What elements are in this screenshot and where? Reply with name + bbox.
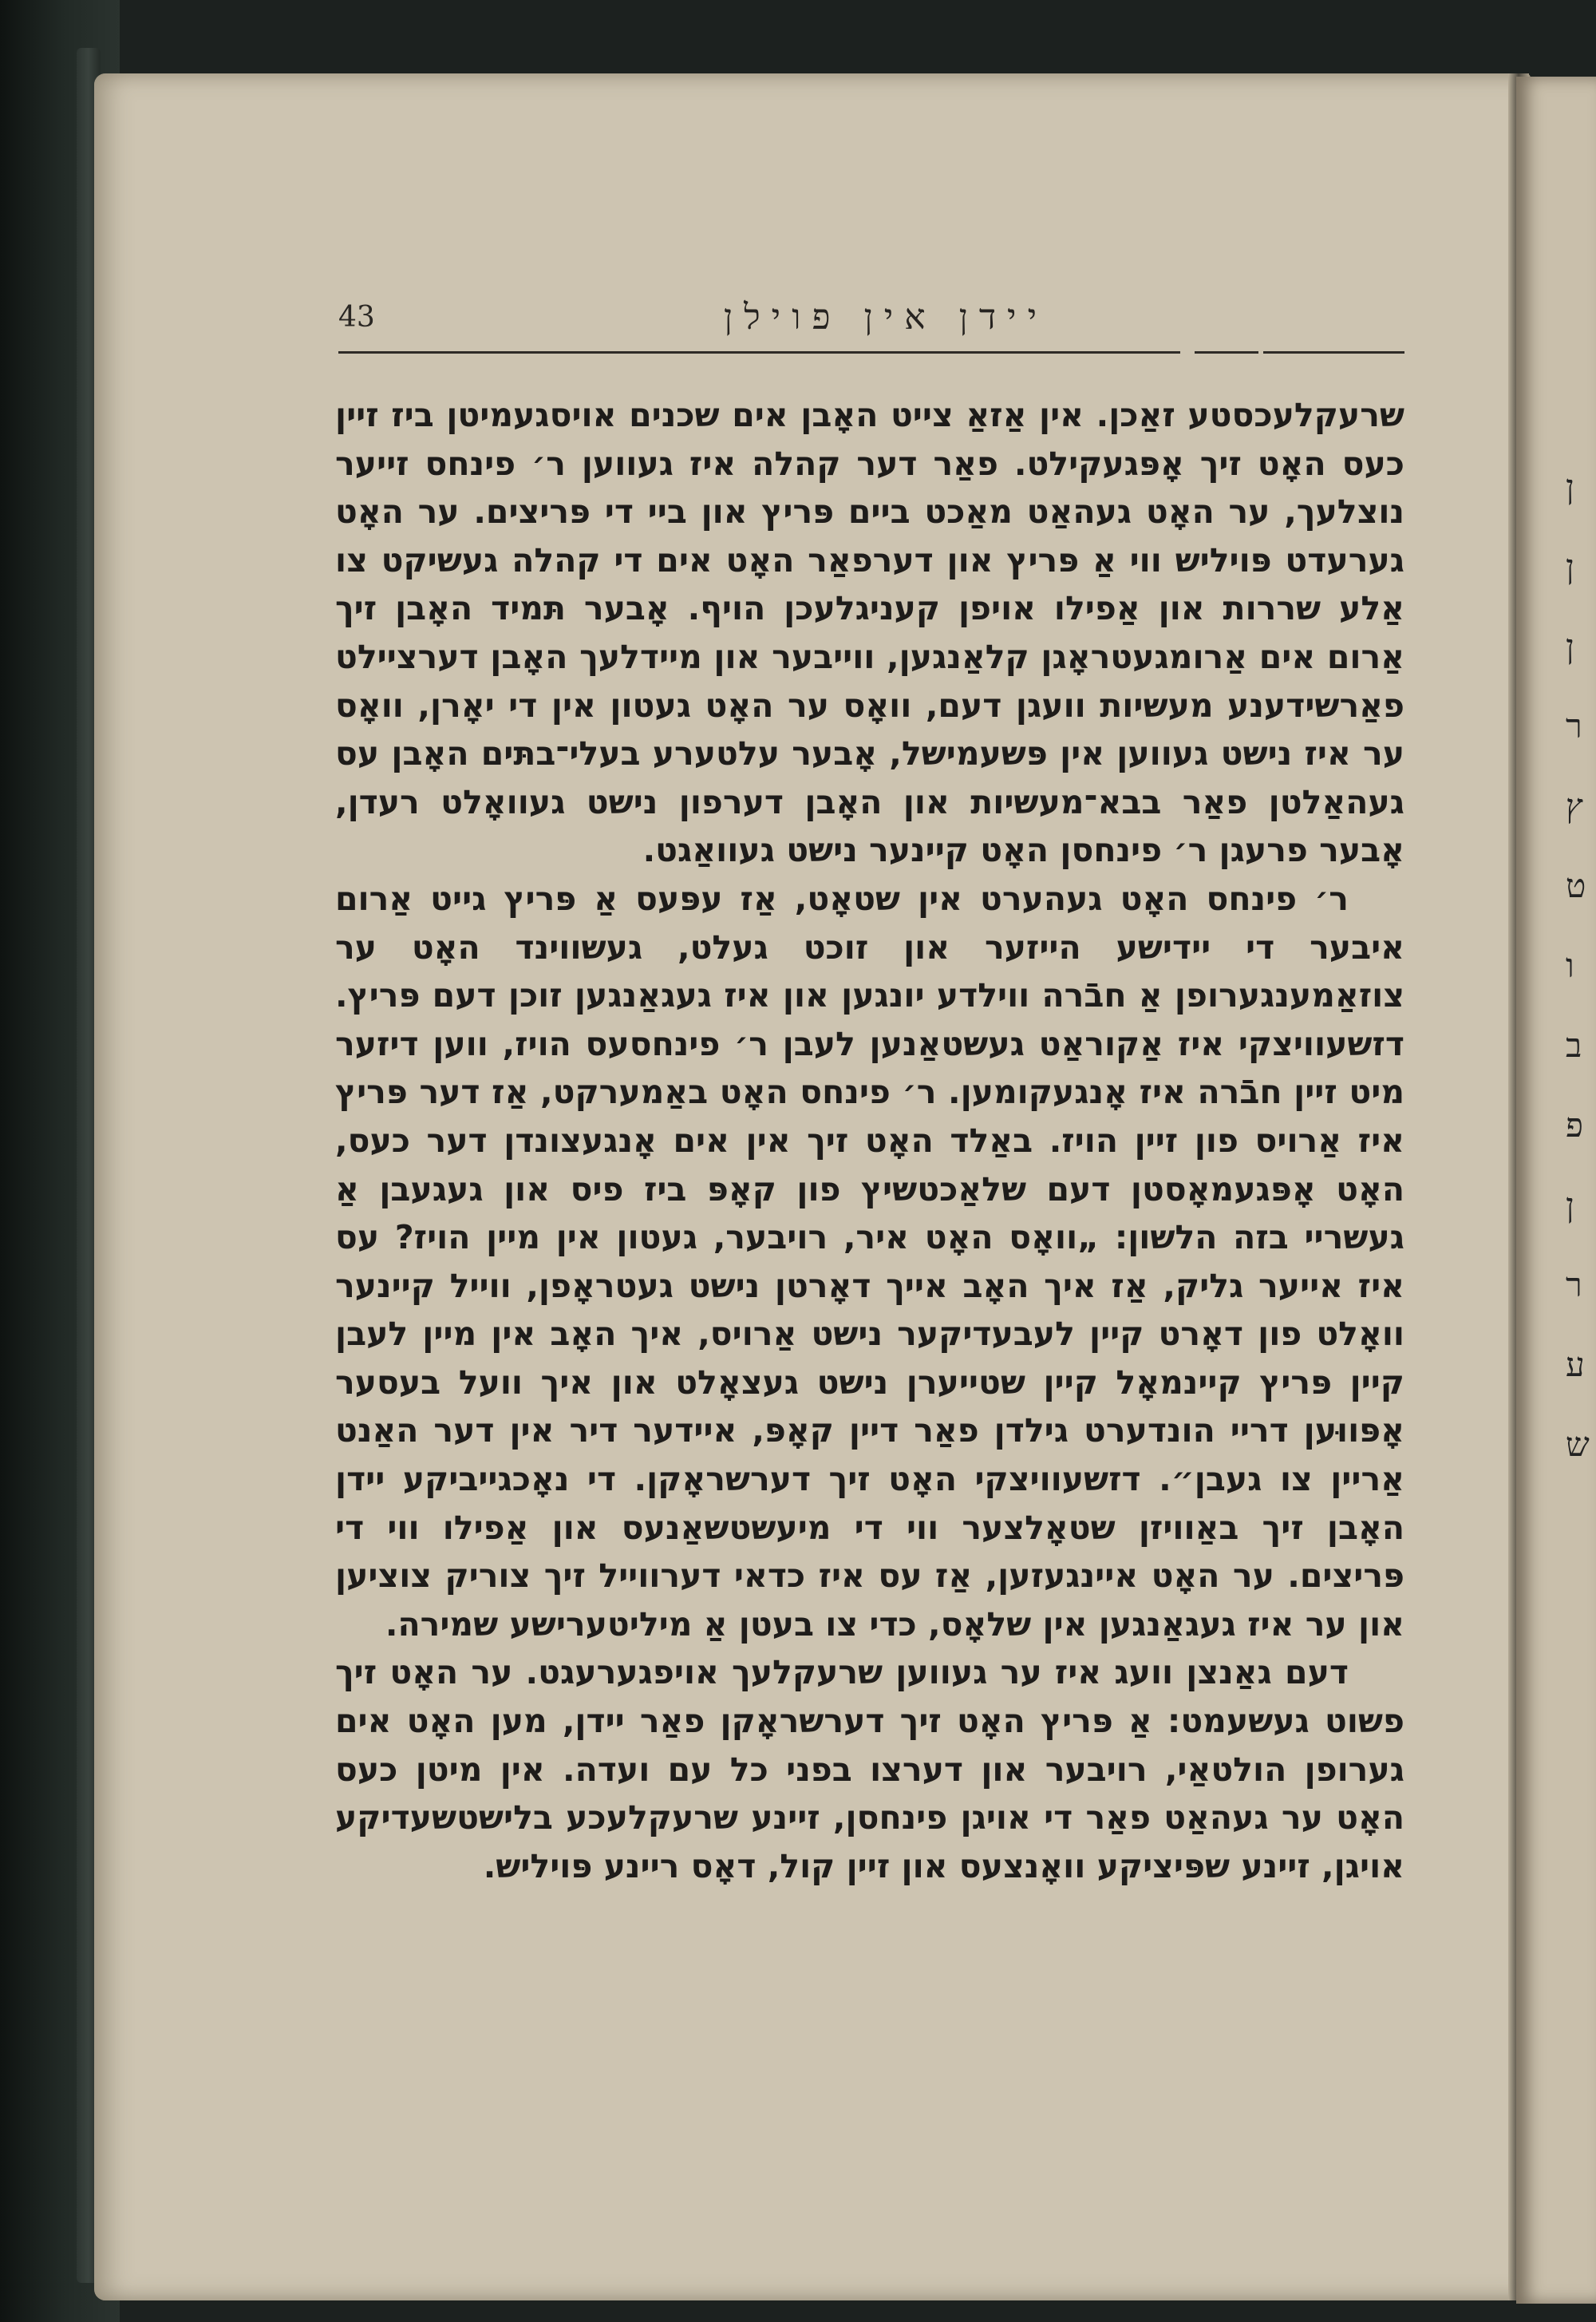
header-rule bbox=[338, 351, 1180, 354]
facing-page-text-fragment: ן ן ן ר ץ ט ו ב פ ן ר ע ש bbox=[1566, 467, 1590, 1464]
header-rule bbox=[1263, 351, 1404, 354]
running-head: יידן אין פוילן bbox=[723, 297, 1049, 338]
paragraph: דעם גאַנצן וועג איז ער געווען שרעקלעך אויפגערעגט. ער האָט זיך פשוט געשעמט: אַ פּריץ האָט זיך דערשראָקן פאַר יידן, מען האָט אים גערופן הולטאַי, רויבער און דערצו בפני כל עם ועדה. אין מיטן כעס האָט ער געהאַט פאַר די אויגן פינחסן, זיינע שרעקלעכע בלישטשעדיקע אויגן, זיינע שפּיציקע וואָנצעס און זיין קול, דאָס ריינע פּויליש. bbox=[335, 1653, 1404, 1885]
page-number: 43 bbox=[338, 301, 375, 334]
paragraph: שרעקלעכסטע זאַכן. אין אַזאַ צייט האָבן אים שכנים אויסגעמיטן ביז זיין כעס האָט זיך אָפּגעקילט. פאַר דער קהלה איז געווען ר׳ פינחס זייער נוצלעך, ער האָט געהאַט מאַכט ביים פּריץ און ביי די פּריצים. ער האָט גערעדט פּויליש ווי אַ פּריץ און דערפאַר האָט אים די קהלה געשיקט צו אַלע שררות און אַפילו אויפן קעניגלעכן הויף. אָבער תּמיד האָבן זיך אַרום אים אַרומגעטראָגן קלאַנגען, ווייבער און מיידלעך האָבן דערציילט פאַרשידענע מעשיות וועגן דעם, וואָס ער האָט געטון אין די יאָרן, וואָס ער איז נישט געווען אין פּשעמישל, אָבער עלטערע בעלי־בתּים האָבן עס געהאַלטן פאַר בבא־מעשיות און האָבן דערפון נישט געוואָלט רעדן, אָבער פרעגן ר׳ פינחסן האָט קיינער נישט געוואַגט. bbox=[335, 396, 1404, 870]
body-text bbox=[335, 391, 1404, 1890]
paragraph: ר׳ פינחס האָט געהערט אין שטאָט, אַז עפּעס אַ פּריץ גייט אַרום איבער די יידישע הייזער און זוכט געלט, געשווינד האָט ער צוזאַמענגערופן אַ חבֿרה ווילדע יונגען און איז געגאַנגען זוכן דעם פּריץ. דזשעוויצקי איז אַקוראַט געשטאַנען לעבן ר׳ פינחסעס הויז, ווען דיזער מיט זיין חבֿרה איז אָנגעקומען. ר׳ פינחס האָט באַמערקט, אַז דער פּריץ איז אַרויס פון זיין הויז. באַלד האָט זיך אין אים אָנגעצונדן דער כעס, האָט אָפּגעמאָסטן דעם שלאַכטשיץ פון קאָפּ ביז פיס און געגעבן אַ געשריי בזה הלשון: „וואָס האָט איר, רויבער, געטון אין מיין הויז? עס איז אייער גליק, אַז איך האָב אייך דאָרטן נישט געטראָפן, ווייל קיינער וואָלט פון דאָרט קיין לעבעדיקער נישט אַרויס, איך האָב אין מיין לעבן קיין פּריץ קיינמאָל קיין שטייערן נישט געצאָלט און איך וועל בעסער אָפּווּען דריי הונדערט גילדן פאַר דיין קאָפּ, איידער דיר אין דער האַנט אַריין צו געבן״. דזשעוויצקי האָט זיך דערשראָקן. די נאָכגייביקע יידן האָבן זיך באַוויזן שטאָלצער ווי די מיעשטשאַנעס און אַפילו ווי די פּריצים. ער האָט איינגעזען, אַז עס איז כדאי דערווייל זיך צוריק צוציען און ער איז געגאַנגען אין שלאָס, כדי צו בעטן אַ מיליטערישע שמירה. bbox=[335, 879, 1404, 1644]
header-rule bbox=[1195, 351, 1258, 354]
